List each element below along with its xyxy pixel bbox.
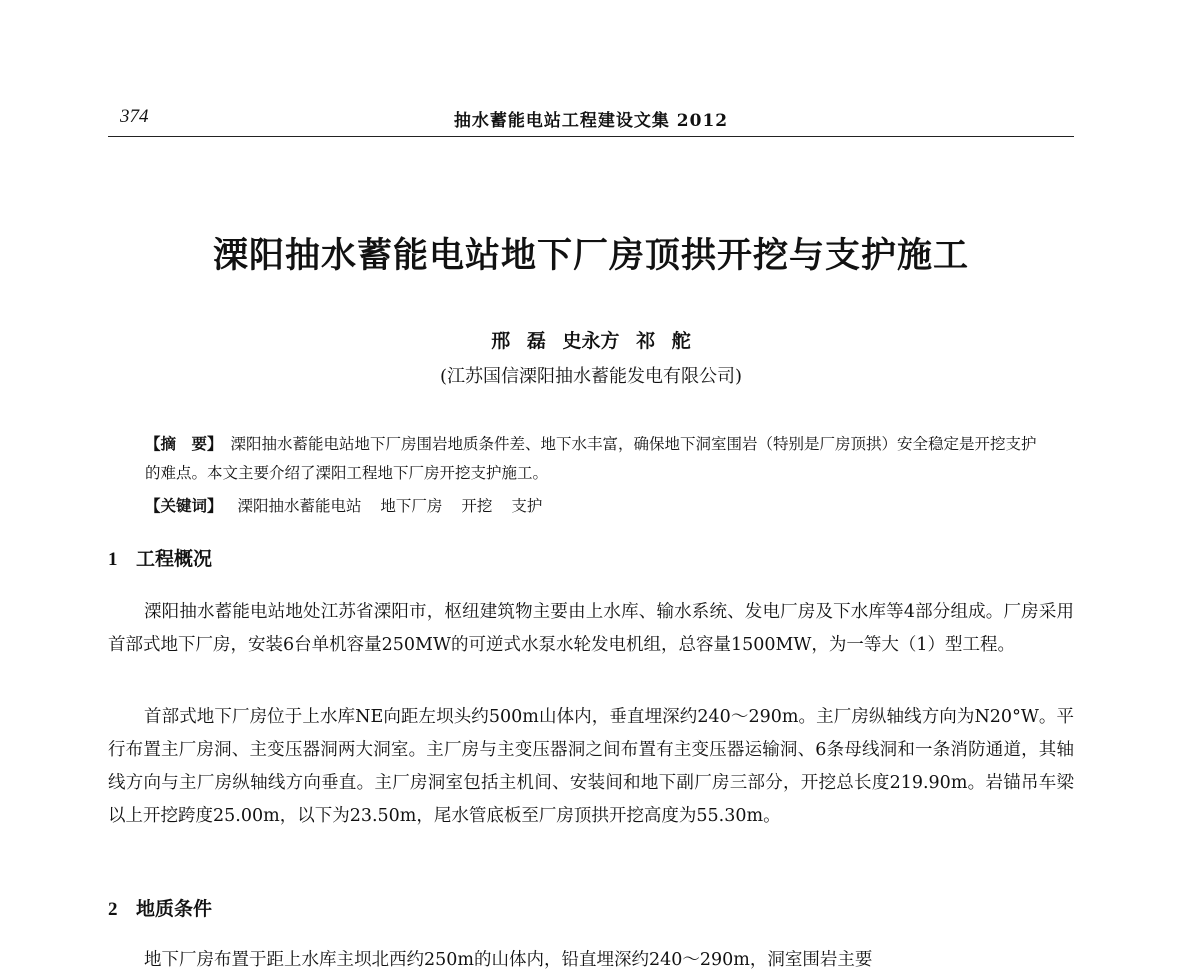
keyword: 溧阳抽水蓄能电站 — [237, 497, 362, 515]
body-paragraph: 首部式地下厂房位于上水库NE向距左坝头约500m山体内，垂直埋深约240～290m。主厂房纵轴线方向为N20°W。平行布置主厂房洞、主变压器洞两大洞室。主厂房与主变压器洞之间布置有主变压器运输洞、6条母线洞和一条消防通道，其轴线方向与主厂房纵轴线方向垂直。主厂房洞室包括主机间、安装间和地下副厂房三部分，开挖总长度219.90m。岩锚吊车梁以上开挖跨度25.00m，以下为23.50m，尾水管底板至厂房顶拱开挖高度为55.30m。 — [108, 707, 1074, 826]
keyword: 支护 — [511, 497, 543, 515]
section-heading-1 — [108, 544, 212, 571]
page-number: 374 — [120, 106, 149, 127]
paper-title: 溧阳抽水蓄能电站地下厂房顶拱开挖与支护施工 — [212, 236, 969, 276]
running-header — [108, 102, 1074, 137]
affiliation: (江苏国信溧阳抽水蓄能发电有限公司) — [439, 366, 743, 387]
abstract-text: 溧阳抽水蓄能电站地下厂房围岩地质条件差、地下水丰富，确保地下洞室围岩（特别是厂房顶拱）安全稳定是开挖支护的难点。本文主要介绍了溧阳工程地下厂房开挖支护施工。 — [145, 435, 1037, 482]
abstract-label: 【摘 要】 — [145, 435, 223, 453]
abstract — [145, 430, 1050, 488]
body-paragraph: 溧阳抽水蓄能电站地处江苏省溧阳市，枢纽建筑物主要由上水库、输水系统、发电厂房及下水库等4部分组成。厂房采用首部式地下厂房，安装6台单机容量250MW的可逆式水泵水轮发电机组，总容量1500MW，为一等大（1）型工程。 — [108, 602, 1074, 655]
section-title: 地质条件 — [136, 898, 213, 920]
section-title: 工程概况 — [136, 548, 213, 570]
keyword: 开挖 — [461, 497, 493, 515]
journal-title: 抽水蓄能电站工程建设文集 2012 — [453, 111, 729, 131]
keywords — [145, 494, 1050, 516]
authors: 邢 磊 史永方 祁 舵 — [491, 330, 691, 352]
keyword: 地下厂房 — [380, 497, 443, 515]
keywords-label: 【关键词】 — [145, 497, 223, 515]
section-heading-2 — [108, 894, 212, 921]
section-number: 1 — [108, 549, 118, 570]
body-paragraph-partial: 地下厂房布置于距上水库主坝北西约250m的山体内，铅直埋深约240～290m，洞室围岩主要 — [144, 950, 873, 970]
section-number: 2 — [108, 899, 118, 920]
